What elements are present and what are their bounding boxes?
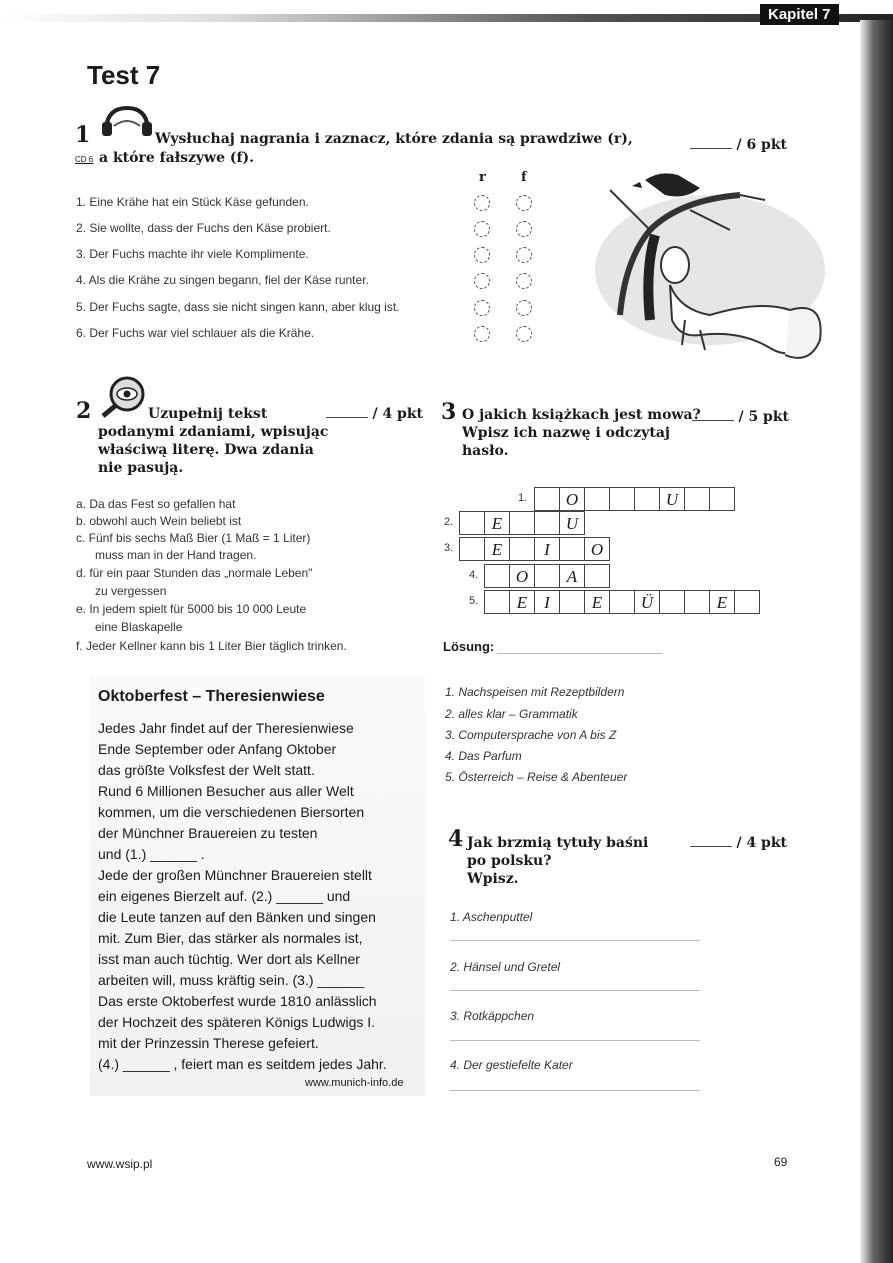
answer-line-1[interactable]	[450, 940, 700, 941]
text-line: mit der Prinzessin Therese gefeiert.	[98, 1035, 319, 1051]
answer-line-2[interactable]	[450, 990, 700, 991]
statement-3: 3. Der Fuchs machte ihr viele Komplimente.	[76, 247, 309, 261]
crossword-cell[interactable]	[484, 590, 510, 614]
text-line: isst man auch tüchtig. Wer dort als Kellner	[98, 951, 360, 967]
radio-r-5[interactable]	[474, 300, 490, 316]
crossword-cell[interactable]	[684, 590, 710, 614]
footer-publisher: www.wsip.pl	[87, 1157, 153, 1171]
fairy-tale-3: 3. Rotkäppchen	[450, 1009, 535, 1023]
answer-line-3[interactable]	[450, 1040, 700, 1041]
crossword-cell[interactable]	[534, 487, 560, 511]
crossword-cell[interactable]	[684, 487, 710, 511]
exercise-2-instruction-line-2: podanymi zdaniami, wpisując	[98, 424, 329, 440]
exercise-4-points: / 4 pkt	[736, 835, 788, 851]
page-number: 69	[774, 1155, 788, 1169]
crossword-cell[interactable]	[584, 564, 610, 588]
book-2: 2. alles klar – Grammatik	[445, 707, 578, 721]
exercise-1-instruction-2: a które fałszywe (f).	[99, 150, 255, 166]
exercise-1-number: 1	[75, 122, 91, 148]
crossword-cell[interactable]	[459, 537, 485, 561]
solution-label: Lösung:	[443, 639, 495, 654]
crossword-cell[interactable]: O	[584, 537, 610, 561]
exercise-2-instruction-line-4: nie pasują.	[98, 460, 184, 476]
exercise-3-instruction-line-2: Wpisz ich nazwę i odczytaj	[462, 425, 670, 441]
crossword-cell[interactable]: O	[509, 564, 535, 588]
text-line: die Leute tanzen auf den Bänken und singen	[98, 909, 376, 925]
text-line-gap-3[interactable]: arbeiten will, muss kräftig sein. (3.) ______	[98, 972, 365, 988]
text-line-gap-2[interactable]: ein eigenes Bierzelt auf. (2.) ______ und	[98, 888, 351, 904]
crossword-cell[interactable]	[459, 511, 485, 535]
text-line: Jedes Jahr findet auf der Theresienwiese	[98, 720, 354, 736]
exercise-1-instruction: Wysłuchaj nagrania i zaznacz, które zdania są prawdziwe (r),	[155, 131, 633, 147]
option-e: e. In jedem spielt für 5000 bis 10 000 Leute	[76, 602, 307, 616]
crossword-cell[interactable]: I	[534, 590, 560, 614]
fairy-tale-4: 4. Der gestiefelte Kater	[450, 1058, 573, 1072]
page-edge-shadow	[860, 20, 893, 1263]
book-5: 5. Österreich – Reise & Abenteuer	[445, 770, 628, 784]
option-b: b. obwohl auch Wein beliebt ist	[76, 514, 242, 528]
radio-r-2[interactable]	[474, 221, 490, 237]
crossword-cell[interactable]	[634, 487, 660, 511]
radio-r-4[interactable]	[474, 273, 490, 289]
text-line-gap-4[interactable]: (4.) ______ , feiert man es seitdem jedes Jahr.	[98, 1056, 387, 1072]
exercise-3-number: 3	[441, 399, 457, 425]
statement-1: 1. Eine Krähe hat ein Stück Käse gefunden.	[76, 195, 309, 209]
exercise-2-number: 2	[76, 398, 92, 424]
score-blank[interactable]	[690, 846, 732, 847]
text-source: www.munich-info.de	[305, 1077, 404, 1089]
crossword-cell[interactable]: E	[709, 590, 735, 614]
radio-f-2[interactable]	[516, 221, 532, 237]
crossword-cell[interactable]	[509, 511, 535, 535]
crossword-cell[interactable]	[509, 537, 535, 561]
exercise-3-points: / 5 pkt	[738, 409, 790, 425]
magnifier-eye-icon	[99, 374, 147, 418]
crossword-cell[interactable]: E	[509, 590, 535, 614]
book-1: 1. Nachspeisen mit Rezeptbildern	[445, 685, 625, 699]
text-line-gap-1[interactable]: und (1.) ______ .	[98, 846, 205, 862]
crow-fox-illustration	[590, 170, 830, 365]
text-line: der Münchner Brauereien zu testen	[98, 825, 318, 841]
crossword-cell[interactable]	[534, 564, 560, 588]
headphones-icon	[100, 104, 154, 138]
crossword-cell[interactable]	[609, 590, 635, 614]
score-blank[interactable]	[326, 417, 368, 418]
exercise-2-points: / 4 pkt	[372, 406, 424, 422]
fairy-tale-2: 2. Hänsel und Gretel	[450, 960, 561, 974]
exercise-4-instruction-line-1: Jak brzmią tytuły baśni	[467, 835, 649, 851]
text-line: Jede der großen Münchner Brauereien stellt	[98, 867, 372, 883]
radio-f-1[interactable]	[516, 195, 532, 211]
chapter-label: Kapitel 7	[760, 4, 839, 25]
row-label: 5.	[469, 595, 479, 607]
crossword-cell[interactable]: E	[484, 511, 510, 535]
fairy-tale-1: 1. Aschenputtel	[450, 910, 533, 924]
row-label: 2.	[444, 516, 454, 528]
crossword-cell[interactable]	[609, 487, 635, 511]
radio-r-3[interactable]	[474, 247, 490, 263]
text-line: Ende September oder Anfang Oktober	[98, 741, 337, 757]
book-4: 4. Das Parfum	[445, 749, 522, 763]
option-f: f. Jeder Kellner kann bis 1 Liter Bier täglich trinken.	[76, 639, 347, 653]
score-blank[interactable]	[692, 420, 734, 421]
radio-f-4[interactable]	[516, 273, 532, 289]
radio-r-6[interactable]	[474, 326, 490, 342]
exercise-3-instruction-line-3: hasło.	[462, 443, 509, 459]
option-c-cont: muss man in der Hand tragen.	[95, 548, 257, 562]
crossword-cell[interactable]	[559, 590, 585, 614]
text-title: Oktoberfest – Theresienwiese	[98, 688, 325, 705]
book-3: 3. Computersprache von A bis Z	[445, 728, 617, 742]
text-line: Rund 6 Millionen Besucher aus aller Welt	[98, 783, 354, 799]
text-line: der Hochzeit des späteren Königs Ludwigs I.	[98, 1014, 376, 1030]
option-c: c. Fünf bis sechs Maß Bier (1 Maß = 1 Liter)	[76, 531, 311, 545]
radio-f-6[interactable]	[516, 326, 532, 342]
crossword-cell[interactable]: E	[484, 537, 510, 561]
text-line: mit. Zum Bier, das stärker als normales ist,	[98, 930, 363, 946]
column-r: r	[479, 170, 486, 185]
crossword-cell[interactable]	[584, 487, 610, 511]
row-label: 3.	[444, 542, 454, 554]
crossword-cell[interactable]: U	[659, 487, 685, 511]
radio-f-3[interactable]	[516, 247, 532, 263]
row-label: 4.	[469, 569, 479, 581]
solution-input-line[interactable]	[497, 653, 662, 654]
crossword-cell[interactable]: O	[559, 487, 585, 511]
text-line: das größte Volksfest der Welt statt.	[98, 762, 315, 778]
text-body	[98, 718, 387, 1075]
exercise-4-number: 4	[448, 826, 464, 852]
score-blank[interactable]	[690, 148, 732, 149]
radio-r-1[interactable]	[474, 195, 490, 211]
statement-5: 5. Der Fuchs sagte, dass sie nicht singen kann, aber klug ist.	[76, 300, 400, 314]
statement-6: 6. Der Fuchs war viel schlauer als die Krähe.	[76, 326, 315, 340]
option-e-cont: eine Blaskapelle	[95, 620, 183, 634]
crossword-cell[interactable]	[559, 537, 585, 561]
option-d-cont: zu vergessen	[95, 584, 167, 598]
statement-4: 4. Als die Krähe zu singen begann, fiel der Käse runter.	[76, 273, 369, 287]
exercise-3-instruction-line-1: O jakich książkach jest mowa?	[462, 407, 701, 423]
crossword-cell[interactable]	[484, 564, 510, 588]
row-label: 1.	[518, 492, 528, 504]
exercise-4-instruction-line-2: po polsku?	[467, 853, 552, 869]
crossword-cell[interactable]: A	[559, 564, 585, 588]
exercise-1-points: / 6 pkt	[736, 137, 788, 153]
exercise-4-instruction-line-3: Wpisz.	[467, 871, 519, 887]
exercise-2-instruction-line-1: Uzupełnij tekst	[148, 406, 268, 422]
cd-track-label: CD 6	[75, 155, 94, 164]
column-f: f	[521, 170, 527, 185]
text-line: Das erste Oktoberfest wurde 1810 anlässlich	[98, 993, 377, 1009]
crossword-cell[interactable]: I	[534, 537, 560, 561]
crossword-cell[interactable]: U	[559, 511, 585, 535]
option-d: d. für ein paar Stunden das „normale Leben"	[76, 566, 313, 580]
page-title: Test 7	[87, 60, 161, 90]
option-a: a. Da das Fest so gefallen hat	[76, 497, 236, 511]
crossword-cell[interactable]: Ü	[634, 590, 660, 614]
text-line: kommen, um die verschiedenen Biersorten	[98, 804, 365, 820]
crossword-cell[interactable]	[734, 590, 760, 614]
answer-line-4[interactable]	[450, 1090, 700, 1091]
crossword-cell[interactable]	[534, 511, 560, 535]
statement-2: 2. Sie wollte, dass der Fuchs den Käse probiert.	[76, 221, 331, 235]
radio-f-5[interactable]	[516, 300, 532, 316]
exercise-2-instruction-line-3: właściwą literę. Dwa zdania	[98, 442, 314, 458]
crossword-cell[interactable]	[659, 590, 685, 614]
crossword-cell[interactable]: E	[584, 590, 610, 614]
crossword-cell[interactable]	[709, 487, 735, 511]
